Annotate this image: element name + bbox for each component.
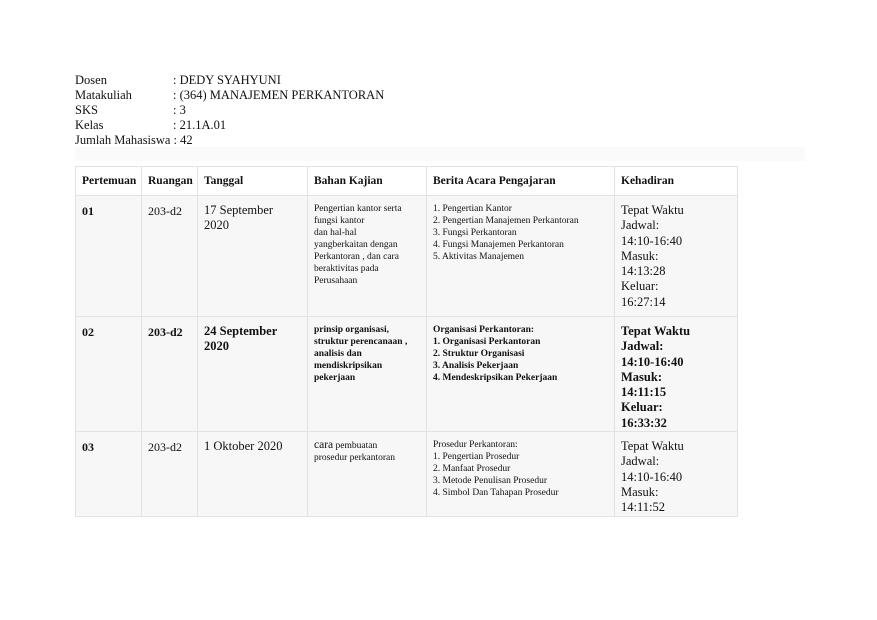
berita-line: 4. Mendeskripsikan Pekerjaan xyxy=(433,373,558,383)
kehadiran-status: Tepat Waktu xyxy=(621,439,684,454)
bahan-line: struktur perencanaan , xyxy=(314,337,408,347)
kehadiran-line: 14:13:28 xyxy=(621,264,666,279)
berita-line: 3. Analisis Pekerjaan xyxy=(433,361,519,371)
kehadiran-line: 14:10-16:40 xyxy=(621,469,683,484)
kehadiran-line: Jadwal: xyxy=(621,454,660,469)
berita-line: 2. Pengertian Manajemen Perkantoran xyxy=(433,216,579,226)
kehadiran-line: Masuk: xyxy=(621,248,659,263)
berita-line: 4. Fungsi Manajemen Perkantoran xyxy=(433,240,564,250)
berita-line: 3. Metode Penulisan Prosedur xyxy=(433,476,547,487)
divider-band xyxy=(75,147,805,161)
pertemuan-cell: 01 xyxy=(76,196,142,317)
berita-line: 1. Pengertian Kantor xyxy=(433,204,512,214)
header-ruangan: Ruangan xyxy=(142,167,198,196)
kehadiran-line: Jadwal: xyxy=(621,339,664,354)
info-row-dosen xyxy=(75,73,384,88)
berita-acara-cell xyxy=(427,432,615,517)
jumlah-value: : 42 xyxy=(173,133,193,147)
berita-line: 2. Manfaat Prosedur xyxy=(433,464,511,475)
bahan-line: analisis dan xyxy=(314,349,362,359)
kehadiran-line: 16:27:14 xyxy=(621,294,666,309)
info-row-jumlah xyxy=(75,133,384,148)
bahan-line: yangberkaitan dengan xyxy=(314,240,398,250)
kelas-label: Kelas xyxy=(75,118,104,132)
berita-line: 1. Pengertian Prosedur xyxy=(433,452,520,463)
ruangan-cell: 203-d2 xyxy=(142,196,198,317)
bahan-line: prosedur perkantoran xyxy=(314,453,395,464)
jumlah-label: Jumlah Mahasiswa xyxy=(75,133,171,147)
kehadiran-line: 14:11:52 xyxy=(621,500,665,515)
kehadiran-line: Masuk: xyxy=(621,484,659,499)
kehadiran-cell xyxy=(615,196,738,317)
berita-acara-cell xyxy=(427,317,615,432)
kehadiran-cell xyxy=(615,432,738,517)
table-header-row xyxy=(76,167,738,196)
bahan-line xyxy=(314,439,420,452)
bahan-line: prinsip organisasi, xyxy=(314,325,389,335)
bahan-kajian-cell xyxy=(308,196,427,317)
bahan-line: fungsi kantor xyxy=(314,216,365,226)
kehadiran-line: 14:10-16:40 xyxy=(621,233,683,248)
header-tanggal: Tanggal xyxy=(198,167,308,196)
kehadiran-line: 14:10-16:40 xyxy=(621,354,684,369)
dosen-label: Dosen xyxy=(75,73,107,87)
kehadiran-status: Tepat Waktu xyxy=(621,324,691,338)
table-row xyxy=(76,196,738,317)
kelas-value: : 21.1A.01 xyxy=(173,118,227,132)
matakuliah-value: : (364) MANAJEMEN PERKANTORAN xyxy=(173,88,385,102)
bahan-kajian-cell xyxy=(308,317,427,432)
berita-intro: Prosedur Perkantoran: xyxy=(433,440,518,451)
pertemuan-cell: 03 xyxy=(76,432,142,517)
attendance-table xyxy=(75,166,738,517)
tanggal-line: 2020 xyxy=(204,218,229,232)
header-berita-acara: Berita Acara Pengajaran xyxy=(427,167,615,196)
tanggal-line: 24 September xyxy=(204,324,278,338)
info-row-kelas xyxy=(75,118,384,133)
bahan-line: Perusahaan xyxy=(314,276,358,286)
matakuliah-label: Matakuliah xyxy=(75,88,132,102)
ruangan-cell: 203-d2 xyxy=(142,317,198,432)
kehadiran-status: Tepat Waktu xyxy=(621,203,684,217)
bahan-line-rest: pembuatan xyxy=(333,441,378,452)
pertemuan-cell: 02 xyxy=(76,317,142,432)
bahan-line: Perkantoran , dan cara xyxy=(314,252,399,262)
course-info xyxy=(75,73,384,148)
sks-value: : 3 xyxy=(173,103,186,117)
info-row-sks xyxy=(75,103,384,118)
kehadiran-line: Keluar: xyxy=(621,279,659,294)
berita-line: 4. Simbol Dan Tahapan Prosedur xyxy=(433,488,559,499)
bahan-line: mendiskripsikan xyxy=(314,361,383,371)
bahan-line: Pengertian kantor serta xyxy=(314,204,402,214)
berita-line: 5. Aktivitas Manajemen xyxy=(433,252,525,262)
header-bahan-kajian: Bahan Kajian xyxy=(308,167,427,196)
tanggal-cell xyxy=(198,432,308,517)
tanggal-cell xyxy=(198,196,308,317)
ruangan-cell: 203-d2 xyxy=(142,432,198,517)
table-row xyxy=(76,317,738,432)
kehadiran-line: Keluar: xyxy=(621,400,663,415)
header-pertemuan: Pertemuan xyxy=(76,167,142,196)
bahan-line: dan hal-hal xyxy=(314,228,357,238)
bahan-kajian-cell xyxy=(308,432,427,517)
kehadiran-line: Jadwal: xyxy=(621,218,660,233)
dosen-value: : DEDY SYAHYUNI xyxy=(173,73,281,87)
kehadiran-line: Masuk: xyxy=(621,369,662,384)
berita-acara-cell xyxy=(427,196,615,317)
tanggal-line: 2020 xyxy=(204,339,229,353)
berita-line: 3. Fungsi Perkantoran xyxy=(433,228,517,238)
kehadiran-line: 14:11:15 xyxy=(621,385,667,400)
tanggal-line: 17 September xyxy=(204,203,274,217)
info-row-matakuliah xyxy=(75,88,384,103)
sks-label: SKS xyxy=(75,103,98,117)
header-kehadiran: Kehadiran xyxy=(615,167,738,196)
bahan-lead-word: cara xyxy=(314,439,334,452)
tanggal-cell xyxy=(198,317,308,432)
kehadiran-line: 16:33:32 xyxy=(621,415,667,430)
table-row xyxy=(76,432,738,517)
berita-line: 2. Struktur Organisasi xyxy=(433,349,525,359)
tanggal-line: 1 Oktober 2020 xyxy=(204,439,283,454)
berita-line: 1. Organisasi Perkantoran xyxy=(433,337,541,347)
bahan-line: pekerjaan xyxy=(314,373,356,383)
berita-intro: Organisasi Perkantoran: xyxy=(433,325,535,335)
kehadiran-cell xyxy=(615,317,738,432)
bahan-line: beraktivitas pada xyxy=(314,264,379,274)
